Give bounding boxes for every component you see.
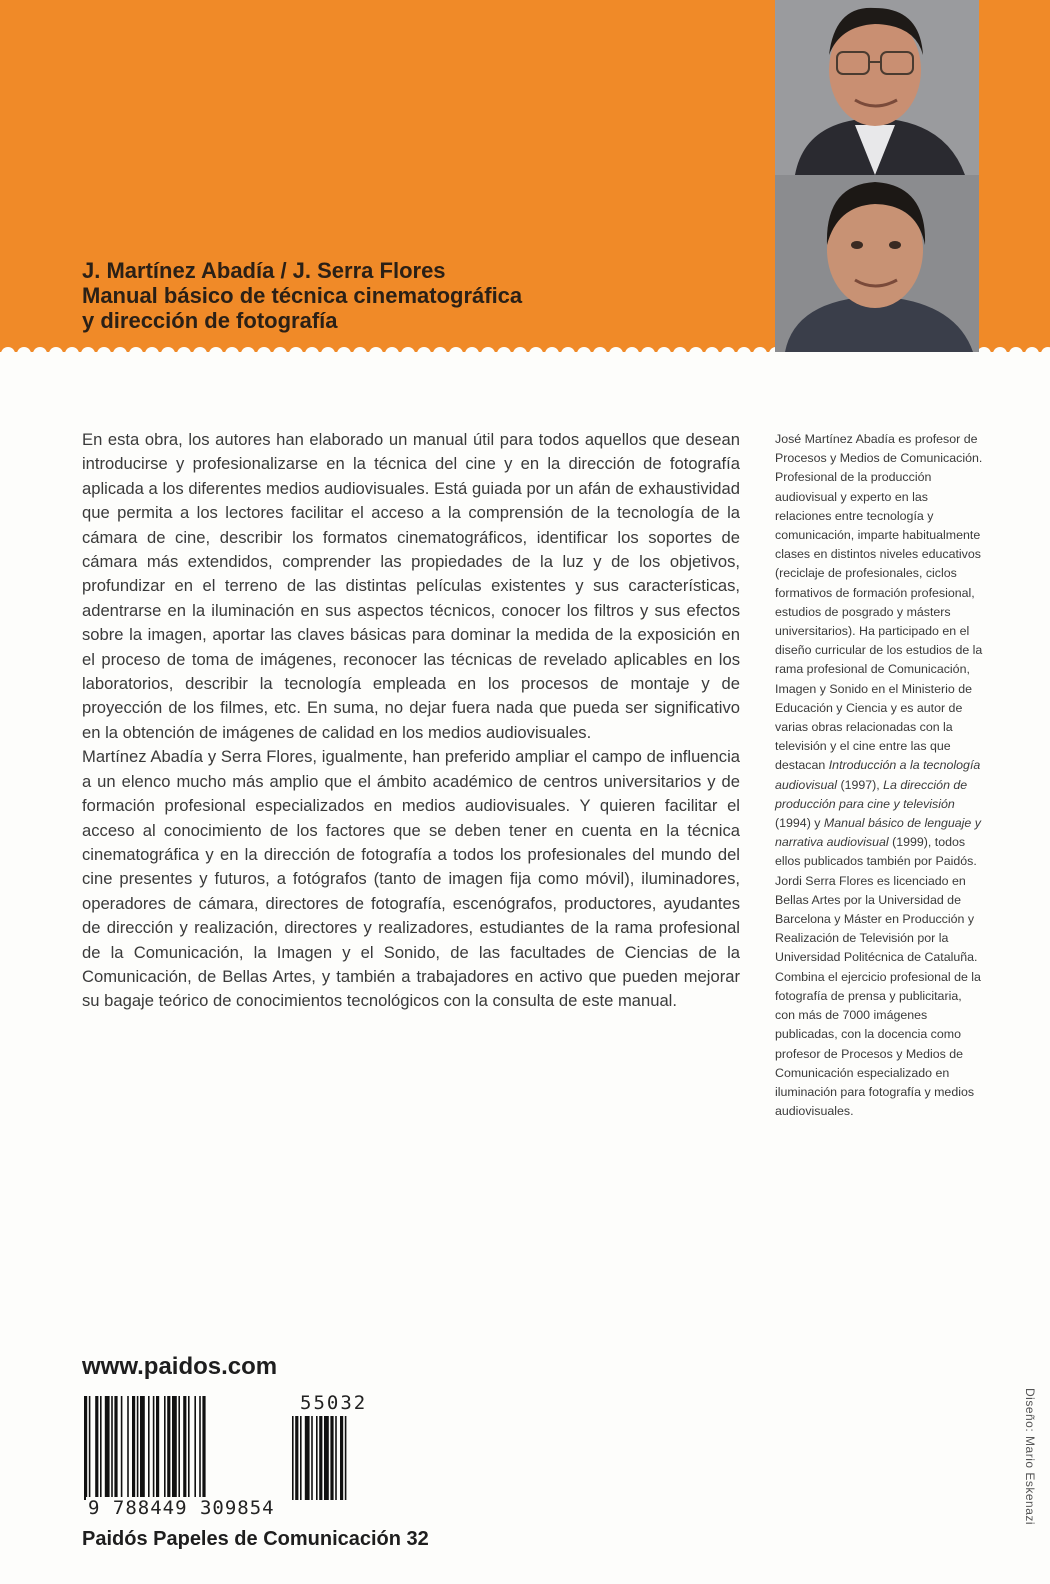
- barcode-bar: [114, 1396, 117, 1500]
- scallop-dot: [17, 347, 31, 361]
- scallop-dot: [401, 347, 415, 361]
- barcode-addon-bar: [292, 1416, 294, 1500]
- author-portraits-image: [775, 0, 979, 352]
- scallop-dot: [609, 347, 623, 361]
- bio-text-4: (1999), todos ellos publicados también por Paidós.: [775, 835, 977, 869]
- barcode-bar: [89, 1396, 91, 1500]
- scallop-dot: [257, 347, 271, 361]
- scallop-dot: [65, 347, 79, 361]
- bio-book-1: Introducción a la tecnología audiovisual: [775, 758, 981, 792]
- barcode-bar: [183, 1396, 186, 1500]
- barcode-addon-bar: [311, 1416, 313, 1500]
- barcode-bar: [148, 1396, 150, 1500]
- author-photos: [775, 0, 979, 352]
- scallop-dot: [145, 347, 159, 361]
- author-bio: [775, 430, 985, 1121]
- scallop-dot: [385, 347, 399, 361]
- scallop-dot: [241, 347, 255, 361]
- design-credit: Diseño: Mario Eskenazi: [1023, 1388, 1037, 1526]
- scallop-dot: [753, 347, 767, 361]
- barcode-addon-bar: [324, 1416, 329, 1500]
- barcode-bar: [121, 1396, 123, 1500]
- scallop-dot: [721, 347, 735, 361]
- barcode-bar: [194, 1396, 196, 1500]
- scallop-dot: [33, 347, 47, 361]
- barcode-bar: [199, 1396, 201, 1500]
- barcode-addon-bar: [340, 1416, 343, 1500]
- scallop-dot: [353, 347, 367, 361]
- scallop-dot: [529, 347, 543, 361]
- barcode-addon-bar: [335, 1416, 337, 1500]
- scallop-dot: [129, 347, 143, 361]
- scallop-dot: [673, 347, 687, 361]
- scallop-dot: [465, 347, 479, 361]
- bio-text-2: (1997),: [837, 777, 884, 792]
- scallop-dot: [497, 347, 511, 361]
- scallop-dot: [305, 347, 319, 361]
- bio-book-2: La dirección de producción para cine y televisión: [775, 777, 968, 811]
- scallop-dot: [737, 347, 751, 361]
- scallop-dot: [369, 347, 383, 361]
- barcode-bar: [164, 1396, 166, 1500]
- barcode-addon-bar: [330, 1416, 333, 1500]
- barcode-bar: [105, 1396, 110, 1500]
- barcode-addon-bar: [300, 1416, 302, 1500]
- scallop-dot: [321, 347, 335, 361]
- scallop-dot: [225, 347, 239, 361]
- barcode-bar: [178, 1396, 180, 1500]
- scallop-dot: [161, 347, 175, 361]
- scallop-dot: [1, 347, 15, 361]
- book-series: Paidós Papeles de Comunicación 32: [82, 1528, 429, 1550]
- scallop-dot: [337, 347, 351, 361]
- scallop-dot: [625, 347, 639, 361]
- bio-book-3: Manual básico de lenguaje y narrativa audiovisual: [775, 816, 981, 850]
- synopsis-paragraph-1: En esta obra, los autores han elaborado un manual útil para todos aquellos que desean introducirse y profesionalizarse en la técnica del cine y en la dirección de fotografía aplicada a los diferentes medios audiovisuales. Está guiada por un afán de exhaustividad que permita a los lectores facilitar el acceso a la comprensión de la tecnología de la cámara de cine, describir los formatos cinematográficos, identificar los soportes de cámara más extendidos, comprender las propiedades de la luz y de los objetivos, profundizar en el terreno de las distintas películas existentes y sus características, adentrarse en la iluminación en sus aspectos técnicos, conocer los filtros y sus efectos sobre la imagen, aportar las claves básicas para dominar la medida de la exposición en el proceso de toma de imágenes, reconocer las técnicas de revelado aplicables en los laboratorios, describir la tecnología empleada en los procesos de montaje y de proyección de los filmes, etc. En suma, no dejar fuera nada que pueda ser significativo en la obtención de imágenes de calidad en los medios audiovisuales.: [82, 430, 740, 742]
- barcode-bar: [95, 1396, 98, 1500]
- barcode-bar: [132, 1396, 135, 1500]
- barcode-bar: [172, 1396, 177, 1500]
- barcode-bar: [84, 1396, 87, 1500]
- bio-text-3: (1994) y: [775, 816, 824, 831]
- scallop-dot: [289, 347, 303, 361]
- scallop-dot: [481, 347, 495, 361]
- synopsis: [82, 428, 740, 1014]
- book-title: [82, 283, 702, 333]
- price-code: 55032: [300, 1392, 368, 1414]
- scallop-dot: [993, 347, 1007, 361]
- barcode-addon-bar: [319, 1416, 322, 1500]
- barcode-addon-bar: [345, 1416, 347, 1500]
- scallop-dot: [689, 347, 703, 361]
- bio-text-1: José Martínez Abadía es profesor de Procesos y Medios de Comunicación. Profesional de la producción audiovisual y experto en las relaciones entre tecnología y comunicación, imparte habitualmente clases en distintos niveles educativos (reciclaje de profesionales, ciclos formativos de formación profesional, estudios de posgrado y másters universitarios). Ha participado en el diseño curricular de los estudios de la rama profesional de Comunicación, Imagen y Sonido en el Ministerio de Educación y Ciencia y es autor de varias obras relacionadas con la televisión y el cine entre las que destacan: [775, 432, 983, 773]
- scallop-dot: [273, 347, 287, 361]
- scallop-dot: [449, 347, 463, 361]
- scallop-dot: [513, 347, 527, 361]
- barcode-addon-bar: [305, 1416, 310, 1500]
- scallop-dot: [49, 347, 63, 361]
- scallop-dot: [97, 347, 111, 361]
- barcode-bar: [127, 1396, 129, 1500]
- scallop-dot: [433, 347, 447, 361]
- scallop-dot: [417, 347, 431, 361]
- barcode-bar: [153, 1396, 155, 1500]
- scallop-dot: [657, 347, 671, 361]
- bio-text-5: Jordi Serra Flores es licenciado en Bellas Artes por la Universidad de Barcelona y Máster en Producción y Realización de Televisión por la Universidad Politécnica de Cataluña. Combina el ejercicio profesional de la fotografía de prensa y publicitaria, con más de 7000 imágenes publicadas, con la docencia como profesor de Procesos y Medios de Comunicación especializado en iluminación para fotografía y medios audiovisuales.: [775, 873, 981, 1119]
- barcode-bar: [202, 1396, 205, 1500]
- scallop-dot: [1009, 347, 1023, 361]
- barcode-bar: [140, 1396, 145, 1500]
- scallop-dot: [593, 347, 607, 361]
- scallop-dot: [705, 347, 719, 361]
- book-authors: J. Martínez Abadía / J. Serra Flores: [82, 258, 446, 283]
- scallop-dot: [561, 347, 575, 361]
- scallop-dot: [577, 347, 591, 361]
- publisher-website: www.paidos.com: [82, 1353, 278, 1380]
- book-title-line2: y dirección de fotografía: [82, 308, 338, 333]
- scallop-dot: [193, 347, 207, 361]
- scallop-dot: [545, 347, 559, 361]
- scallop-dot: [977, 347, 991, 361]
- scallop-dot: [1025, 347, 1039, 361]
- barcode-bar: [156, 1396, 159, 1500]
- barcode-bar: [167, 1396, 170, 1500]
- scallop-dot: [641, 347, 655, 361]
- isbn-number: 9 788449 309854: [88, 1497, 275, 1519]
- barcode-bar: [137, 1396, 139, 1500]
- barcode-bar: [100, 1396, 102, 1500]
- barcode-addon-bar: [295, 1416, 298, 1500]
- barcode-addon-bar: [316, 1416, 318, 1500]
- barcode-bar: [188, 1396, 190, 1500]
- book-title-line1: Manual básico de técnica cinematográfica: [82, 283, 523, 308]
- scallop-dot: [81, 347, 95, 361]
- scallop-dot: [113, 347, 127, 361]
- synopsis-paragraph-2: Martínez Abadía y Serra Flores, igualmente, han preferido ampliar el campo de influencia a un elenco mucho más amplio que el ámbito académico de centros universitarios y de formación profesional especializados en medios audiovisuales. Y quieren facilitar el acceso al conocimiento de los factores que se deben tener en cuenta en la técnica cinematográfica y en la dirección de fotografía a todos los profesionales del mundo del cine presentes y futuros, a fotógrafos (tanto de imagen fija como móvil), iluminadores, operadores de cámara, directores de fotografía, escenógrafos, productores, ayudantes de dirección y realización, directores y realizadores, estudiantes de la rama profesional de la Comunicación, la Imagen y el Sonido, de las facultades de Ciencias de la Comunicación, de Bellas Artes, y también a trabajadores en activo que pueden mejorar su bagaje teórico de conocimientos tecnológicos con la consulta de este manual.: [82, 747, 740, 1011]
- scallop-dot: [209, 347, 223, 361]
- barcode-bar: [111, 1396, 113, 1500]
- scallop-dot: [177, 347, 191, 361]
